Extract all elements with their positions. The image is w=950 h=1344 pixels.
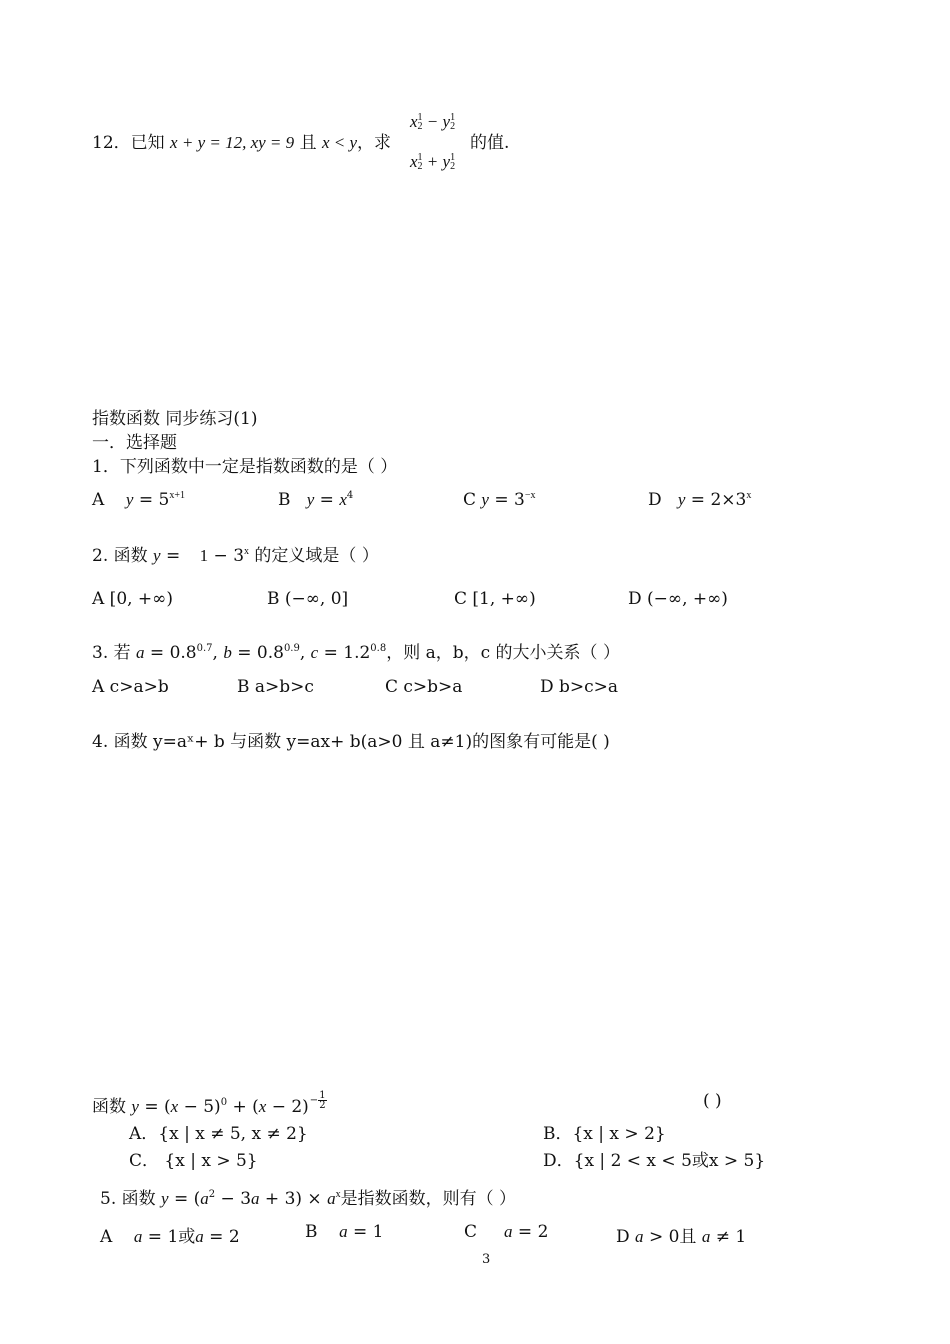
q5-stem-tail: 是指数函数，则有（ ） [340,1189,516,1209]
q12-number: 12． [92,133,131,153]
q3-stem-lead: 3. 若 [92,643,131,663]
q1-stem: 1．下列函数中一定是指数函数的是（ ） [92,457,398,477]
q2-stem: 2. 函数 $y = 1 - 3^x$ 的定义域是（ ） [92,546,379,566]
q1-option-d: D $y = 2\times 3^x$ [648,490,752,510]
q1-option-c: C $y = 3^{-x}$ [463,490,536,510]
q12-line [92,128,391,153]
q3-option-b: B a>b>c [237,677,314,697]
q12-ask: ，求 [357,133,392,153]
qd-option-a: A．{x | x ≠ 5, x ≠ 2} [129,1124,308,1144]
qd-stem: 函数 $y = (x - 5)^0 + (x - 2)-$ $\frac{1}{2}$ [92,1090,326,1117]
q3-option-a: A c>a>b [92,677,169,697]
q12-fraction-numerator: $x^12 - y^12$ [410,112,456,132]
q12-condition: x + y = 12, xy = 9 [170,133,295,152]
q2-option-d: D (−∞, +∞) [628,589,728,609]
qd-answer-paren: ( ) [703,1091,722,1111]
q3-option-d: D b>c>a [540,677,619,697]
qd-lead: 函数 [92,1097,126,1117]
q12-fraction-denominator: $x^12 + y^12$ [410,152,456,172]
section-subtitle: 一．选择题 [92,433,177,453]
q12-condition2: x < y [321,133,358,152]
q2-stem-tail: 的定义域是（ ） [254,546,379,566]
q3-stem-tail: ，则 a，b，c 的大小关系（ ） [386,643,620,663]
qd-option-d: D．{x | 2 < x < 5或x > 5} [543,1151,766,1171]
q2-stem-lead: 2. 函数 [92,546,148,566]
q12-lead: 已知 [130,133,165,153]
qd-option-c: C． {x | x > 5} [129,1151,258,1171]
q1-option-b: B $y = x^4$ [278,490,354,510]
page-number: 3 [482,1252,491,1267]
q5-stem: 5. 函数 $y = (a^2 - 3a + 3) \times a^x$是指数函数，则有（ ） [100,1189,516,1209]
q2-option-b: B (−∞, 0] [267,589,349,609]
q5-option-d: D a > 0且 a ≠ 1 [616,1227,747,1247]
q4-stem: 4. 函数 y=aˣ+ b 与函数 y=ax+ b(a>0 且 a≠1)的图象有可能是( ) [92,732,610,752]
q2-option-a: A [0, +∞) [92,589,173,609]
q1-option-a: A $y = 5^{x+1}$ [92,490,185,510]
q5-stem-lead: 5. 函数 [100,1189,156,1209]
q3-option-c: C c>b>a [385,677,463,697]
q12-tail: 的值. [470,133,510,153]
q5-option-a: A a = 1或a = 2 [100,1227,240,1247]
q5-option-c: C a = 2 [464,1222,549,1242]
q3-stem: 3. 若 $a = 0.8^{0.7}$, $b = 0.8^{0.9}$, $c = 1.2^{0.8}$，则 a，b，c 的大小关系（ ） [92,643,620,663]
q2-option-c: C [1, +∞) [454,589,536,609]
q12-and: 且 [299,133,317,153]
q5-option-b: B a = 1 [305,1222,384,1242]
qd-option-b: B．{x | x > 2} [543,1124,666,1144]
section-title: 指数函数 同步练习(1) [92,409,258,429]
